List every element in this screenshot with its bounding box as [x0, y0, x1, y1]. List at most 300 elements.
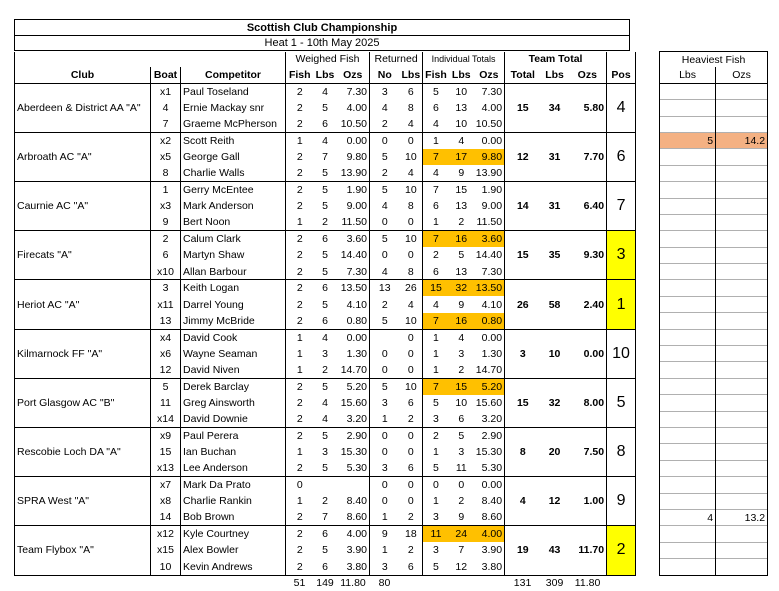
individual-fish: 3 [423, 542, 449, 558]
team-position: 6 [607, 132, 636, 181]
competitor-name: Charlie Walls [181, 165, 286, 181]
heaviest-lbs [660, 182, 716, 198]
heaviest-ozs [716, 378, 768, 394]
spacer [636, 444, 660, 460]
weighed-fish: 2 [286, 116, 314, 132]
weighed-ozs: 4.00 [337, 526, 370, 542]
weighed-fish: 2 [286, 280, 314, 296]
sheet-title: Scottish Club Championship [14, 19, 630, 36]
team-total-fish: 12 [505, 132, 541, 181]
competitor-name: Calum Clark [181, 231, 286, 247]
individual-lbs: 10 [449, 116, 474, 132]
heaviest-ozs [716, 395, 768, 411]
weighed-fish: 2 [286, 460, 314, 476]
weighed-fish: 2 [286, 83, 314, 99]
weighed-lbs: 3 [322, 347, 328, 360]
weighed-lbs: 7 [314, 509, 337, 525]
individual-ozs: 0.00 [474, 329, 505, 345]
competitor-name: Bob Brown [181, 509, 286, 525]
team-total-fish: 15 [505, 378, 541, 427]
returned-lbs: 10 [400, 231, 423, 247]
individual-lbs: 5 [458, 249, 465, 262]
individual-fish: 2 [423, 427, 449, 443]
individual-fish: 7 [423, 313, 449, 329]
grand-ozs: 11.80 [337, 575, 370, 591]
returned-lbs: 0 [407, 495, 414, 508]
competitor-name: Mark Anderson [181, 198, 286, 214]
heaviest-ozs: 14.2 [716, 132, 768, 148]
weighed-fish: 2 [286, 149, 314, 165]
individual-ozs: 4.00 [474, 526, 505, 542]
team-total-lbs: 10 [541, 329, 569, 378]
returned-lbs: 6 [400, 83, 423, 99]
returned-no: 13 [370, 280, 400, 296]
spacer [636, 313, 660, 329]
competitor-row [15, 83, 768, 99]
team-total-ozs: 7.70 [569, 132, 607, 181]
returned-no: 3 [370, 460, 400, 476]
individual-fish: 3 [423, 509, 449, 525]
returned-lbs: 0 [400, 477, 423, 493]
competitor-row [15, 378, 768, 394]
individual-ozs: 3.60 [474, 231, 505, 247]
returned-lbs: 8 [407, 200, 414, 213]
returned-lbs: 0 [400, 362, 423, 378]
competitor-name: Mark Da Prato [181, 477, 286, 493]
team-total-lbs: 31 [541, 182, 569, 231]
weighed-lbs: 4 [322, 396, 328, 409]
individual-ozs: 3.90 [481, 544, 503, 557]
team-position: 1 [607, 280, 636, 329]
competitor-row [15, 280, 768, 296]
weighed-ozs: 5.30 [337, 460, 370, 476]
returned-lbs: 2 [407, 544, 414, 557]
spacer [636, 247, 660, 263]
returned-lbs: 0 [400, 427, 423, 443]
individual-ozs: 9.80 [474, 149, 505, 165]
weighed-fish: 2 [286, 526, 314, 542]
weighed-ozs: 1.30 [346, 347, 367, 360]
individual-lbs: 15 [449, 182, 474, 198]
individual-lbs: 3 [458, 347, 465, 360]
competitor-name: Scott Reith [181, 132, 286, 148]
competitor-row [15, 526, 768, 542]
weighed-ozs: 1.90 [337, 182, 370, 198]
spacer [636, 116, 660, 132]
returned-no: 0 [370, 346, 400, 362]
spacer [636, 280, 660, 296]
club-name: Arbroath AC "A" [15, 132, 151, 181]
weighed-ozs: 3.90 [346, 544, 367, 557]
returned-no: 0 [370, 132, 400, 148]
individual-lbs: 16 [449, 313, 474, 329]
returned-no: 9 [370, 526, 400, 542]
team-position: 9 [607, 477, 636, 526]
heaviest-ozs [716, 198, 768, 214]
spacer [636, 165, 660, 181]
heaviest-lbs [660, 559, 716, 575]
spacer [636, 477, 660, 493]
returned-no [370, 329, 400, 345]
spacer [636, 460, 660, 476]
spacer [636, 214, 660, 230]
weighed-ozs: 0.00 [337, 132, 370, 148]
heaviest-ozs [716, 542, 768, 558]
weighed-lbs: 6 [314, 559, 337, 575]
results-table [14, 51, 768, 591]
heaviest-ozs [716, 149, 768, 165]
returned-no: 0 [370, 247, 400, 263]
spacer [636, 198, 660, 214]
competitor-name: Darrel Young [181, 296, 286, 312]
returned-no: 0 [370, 444, 400, 460]
team-position: 3 [607, 231, 636, 280]
individual-ozs: 7.30 [474, 83, 505, 99]
returned-lbs: 4 [400, 165, 423, 181]
weighed-fish: 0 [286, 477, 314, 493]
heaviest-lbs [660, 198, 716, 214]
boat-number: 4 [151, 100, 181, 116]
individual-lbs: 11 [449, 460, 474, 476]
individual-ozs: 3.80 [474, 559, 505, 575]
returned-lbs: 2 [400, 509, 423, 525]
competitor-name: Kevin Andrews [181, 559, 286, 575]
returned-no: 1 [370, 509, 400, 525]
grand-team-ozs: 11.80 [569, 575, 607, 591]
returned-no: 5 [370, 313, 400, 329]
weighed-ozs: 2.90 [337, 427, 370, 443]
heaviest-ozs [716, 362, 768, 378]
heaviest-lbs [660, 165, 716, 181]
weighed-lbs: 6 [314, 280, 337, 296]
weighed-fish: 2 [286, 100, 314, 116]
returned-no: 3 [370, 395, 400, 411]
boat-number: x10 [151, 264, 181, 280]
col-club: Club [15, 67, 151, 83]
competitor-row [15, 132, 768, 148]
team-total-fish: 26 [505, 280, 541, 329]
individual-ozs: 0.80 [474, 313, 505, 329]
boat-number: x4 [151, 329, 181, 345]
returned-lbs: 26 [400, 280, 423, 296]
individual-fish: 7 [423, 182, 449, 198]
grand-team-total: 131 [505, 575, 541, 591]
individual-lbs: 10 [455, 396, 468, 409]
team-total-ozs: 2.40 [569, 280, 607, 329]
weighed-ozs: 0.80 [337, 313, 370, 329]
competitor-row [15, 182, 768, 198]
heaviest-ozs [716, 444, 768, 460]
weighed-ozs: 14.70 [337, 362, 370, 378]
grand-total-row [15, 575, 768, 591]
column-header-row [15, 67, 768, 83]
weighed-fish: 1 [286, 132, 314, 148]
individual-fish: 1 [423, 214, 449, 230]
spacer [636, 182, 660, 198]
team-total-ozs: 6.40 [569, 182, 607, 231]
group-header-row [15, 52, 768, 68]
returned-lbs: 18 [400, 526, 423, 542]
weighed-fish-header: Weighed Fish [286, 52, 370, 68]
spacer [636, 395, 660, 411]
team-total-ozs: 1.00 [569, 477, 607, 526]
weighed-lbs: 5 [314, 165, 337, 181]
individual-fish: 2 [423, 247, 449, 263]
individual-ozs: 13.50 [474, 280, 505, 296]
heaviest-lbs [660, 395, 716, 411]
weighed-ozs: 4.00 [346, 101, 367, 114]
team-total-ozs: 9.30 [569, 231, 607, 280]
individual-ozs: 1.30 [481, 347, 503, 360]
returned-no: 5 [370, 149, 400, 165]
returned-no: 0 [370, 477, 400, 493]
col-team-total: Total [505, 67, 541, 83]
team-position: 4 [607, 83, 636, 132]
weighed-fish: 2 [286, 296, 314, 312]
boat-number: 3 [151, 280, 181, 296]
heaviest-lbs [660, 247, 716, 263]
heaviest-lbs [660, 214, 716, 230]
heaviest-lbs [660, 542, 716, 558]
boat-number: 6 [151, 247, 181, 263]
individual-lbs: 0 [449, 477, 474, 493]
club-name: Aberdeen & District AA "A" [15, 83, 151, 132]
weighed-lbs: 6 [314, 313, 337, 329]
heaviest-lbs [660, 444, 716, 460]
weighed-fish: 2 [286, 559, 314, 575]
spacer [636, 149, 660, 165]
heaviest-lbs [660, 411, 716, 427]
heaviest-lbs [660, 116, 716, 132]
competitor-name: Charlie Rankin [181, 493, 286, 509]
returned-no: 2 [370, 296, 400, 312]
heaviest-ozs [716, 313, 768, 329]
club-name: Rescobie Loch DA "A" [15, 427, 151, 476]
individual-ozs: 14.40 [475, 249, 503, 262]
weighed-lbs [314, 477, 337, 493]
weighed-ozs: 4.10 [346, 298, 367, 311]
returned-no: 5 [370, 378, 400, 394]
heaviest-fish-header: Heaviest Fish [660, 52, 768, 68]
individual-ozs: 5.20 [474, 378, 505, 394]
weighed-ozs: 8.40 [346, 495, 367, 508]
weighed-lbs: 5 [322, 298, 328, 311]
col-team-lbs: Lbs [541, 67, 569, 83]
weighed-lbs: 5 [314, 427, 337, 443]
club-name: Team Flybox "A" [15, 526, 151, 575]
individual-ozs: 0.00 [474, 477, 505, 493]
boat-number: x13 [151, 460, 181, 476]
competitor-name: Martyn Shaw [181, 247, 286, 263]
club-name: SPRA West "A" [15, 477, 151, 526]
col-returned-lbs: Lbs [400, 67, 423, 83]
heaviest-ozs [716, 526, 768, 542]
club-name: Firecats "A" [15, 231, 151, 280]
returned-lbs: 0 [407, 249, 414, 262]
individual-lbs: 6 [449, 411, 474, 427]
spacer [636, 346, 660, 362]
individual-ozs: 5.30 [474, 460, 505, 476]
weighed-fish: 2 [286, 427, 314, 443]
col-ozs: Ozs [337, 67, 370, 83]
team-position: 7 [607, 182, 636, 231]
weighed-fish: 2 [286, 182, 314, 198]
weighed-lbs: 4 [314, 411, 337, 427]
spacer [636, 559, 660, 575]
boat-number: x5 [151, 149, 181, 165]
spacer [636, 264, 660, 280]
returned-no: 0 [370, 427, 400, 443]
club-name: Heriot AC "A" [15, 280, 151, 329]
returned-lbs: 8 [407, 101, 414, 114]
weighed-ozs: 8.60 [337, 509, 370, 525]
team-total-fish: 14 [505, 182, 541, 231]
competitor-row [15, 231, 768, 247]
heaviest-lbs [660, 231, 716, 247]
weighed-lbs: 5 [322, 249, 328, 262]
returned-no: 1 [370, 542, 400, 558]
boat-number: x3 [151, 198, 181, 214]
spacer [636, 411, 660, 427]
weighed-ozs: 7.30 [337, 264, 370, 280]
heaviest-ozs [716, 493, 768, 509]
returned-lbs: 0 [400, 214, 423, 230]
heaviest-ozs [716, 477, 768, 493]
individual-fish: 7 [423, 378, 449, 394]
individual-lbs: 2 [449, 362, 474, 378]
team-total-fish: 3 [505, 329, 541, 378]
boat-number: 11 [151, 395, 181, 411]
boat-number: 5 [151, 378, 181, 394]
weighed-fish: 2 [286, 378, 314, 394]
heaviest-ozs [716, 296, 768, 312]
boat-number: x14 [151, 411, 181, 427]
boat-number: 13 [151, 313, 181, 329]
individual-ozs: 13.90 [474, 165, 505, 181]
col-team-ozs: Ozs [569, 67, 607, 83]
individual-lbs: 5 [449, 427, 474, 443]
individual-fish: 0 [423, 477, 449, 493]
heaviest-ozs [716, 100, 768, 116]
returned-header: Returned [370, 52, 423, 68]
team-total-fish: 8 [505, 427, 541, 476]
individual-ozs: 2.90 [474, 427, 505, 443]
competitor-name: Paul Perera [181, 427, 286, 443]
individual-totals-header: Individual Totals [423, 52, 505, 68]
weighed-ozs: 13.50 [337, 280, 370, 296]
boat-number: 10 [151, 559, 181, 575]
team-total-ozs: 5.80 [569, 83, 607, 132]
individual-ozs: 0.00 [474, 132, 505, 148]
heaviest-lbs [660, 280, 716, 296]
spacer [636, 296, 660, 312]
returned-no: 4 [370, 198, 400, 214]
individual-ozs: 15.30 [475, 446, 503, 459]
weighed-fish: 2 [286, 542, 314, 558]
weighed-fish: 2 [286, 395, 314, 411]
returned-lbs: 2 [400, 411, 423, 427]
club-name: Port Glasgow AC "B" [15, 378, 151, 427]
col-lbs: Lbs [314, 67, 337, 83]
team-total-header: Team Total [505, 52, 607, 68]
competitor-row [15, 427, 768, 443]
heaviest-lbs [660, 526, 716, 542]
individual-ozs: 9.00 [481, 200, 503, 213]
individual-lbs: 9 [458, 298, 465, 311]
spacer [636, 378, 660, 394]
team-total-lbs: 32 [541, 378, 569, 427]
weighed-lbs: 4 [314, 329, 337, 345]
returned-no: 5 [370, 231, 400, 247]
col-heaviest-ozs: Ozs [716, 67, 768, 83]
competitor-name: Wayne Seaman [181, 346, 286, 362]
returned-lbs: 0 [400, 132, 423, 148]
col-returned-no: No [370, 67, 400, 83]
returned-lbs: 6 [400, 460, 423, 476]
returned-no: 3 [370, 83, 400, 99]
team-position: 8 [607, 427, 636, 476]
returned-lbs: 4 [407, 298, 414, 311]
competitor-name: Lee Anderson [181, 460, 286, 476]
heaviest-lbs [660, 100, 716, 116]
individual-fish: 5 [423, 460, 449, 476]
competitor-name: Kyle Courtney [181, 526, 286, 542]
heaviest-lbs [660, 264, 716, 280]
individual-fish: 4 [423, 296, 449, 312]
returned-no: 3 [370, 559, 400, 575]
weighed-fish: 2 [286, 198, 314, 214]
heaviest-lbs [660, 83, 716, 99]
weighed-ozs: 0.00 [337, 329, 370, 345]
weighed-fish: 2 [286, 264, 314, 280]
weighed-lbs: 7 [322, 151, 328, 164]
weighed-ozs: 7.30 [337, 83, 370, 99]
individual-ozs: 10.50 [474, 116, 505, 132]
returned-no: 0 [370, 362, 400, 378]
individual-fish: 5 [423, 395, 449, 411]
weighed-lbs: 2 [314, 214, 337, 230]
boat-number: x1 [151, 83, 181, 99]
individual-fish: 1 [423, 444, 449, 460]
col-fish: Fish [286, 67, 314, 83]
individual-fish: 4 [423, 165, 449, 181]
weighed-ozs: 3.60 [337, 231, 370, 247]
heaviest-ozs [716, 346, 768, 362]
individual-fish: 1 [423, 346, 449, 362]
weighed-lbs: 3 [322, 446, 328, 459]
weighed-lbs: 5 [314, 264, 337, 280]
grand-fish: 51 [286, 575, 314, 591]
weighed-lbs: 2 [314, 362, 337, 378]
club-name: Caurnie AC "A" [15, 182, 151, 231]
heaviest-ozs [716, 214, 768, 230]
individual-lbs: 9 [449, 509, 474, 525]
heaviest-lbs [660, 378, 716, 394]
individual-lbs: 13 [449, 264, 474, 280]
competitor-name: Gerry McEntee [181, 182, 286, 198]
heaviest-ozs [716, 280, 768, 296]
heaviest-lbs [660, 296, 716, 312]
returned-no: 0 [370, 493, 400, 509]
team-total-lbs: 43 [541, 526, 569, 575]
returned-no: 1 [370, 411, 400, 427]
individual-lbs: 10 [449, 83, 474, 99]
boat-number: 9 [151, 214, 181, 230]
individual-lbs: 7 [458, 544, 465, 557]
boat-number: x15 [151, 542, 181, 558]
weighed-lbs: 5 [322, 200, 328, 213]
weighed-ozs: 15.60 [340, 396, 367, 409]
